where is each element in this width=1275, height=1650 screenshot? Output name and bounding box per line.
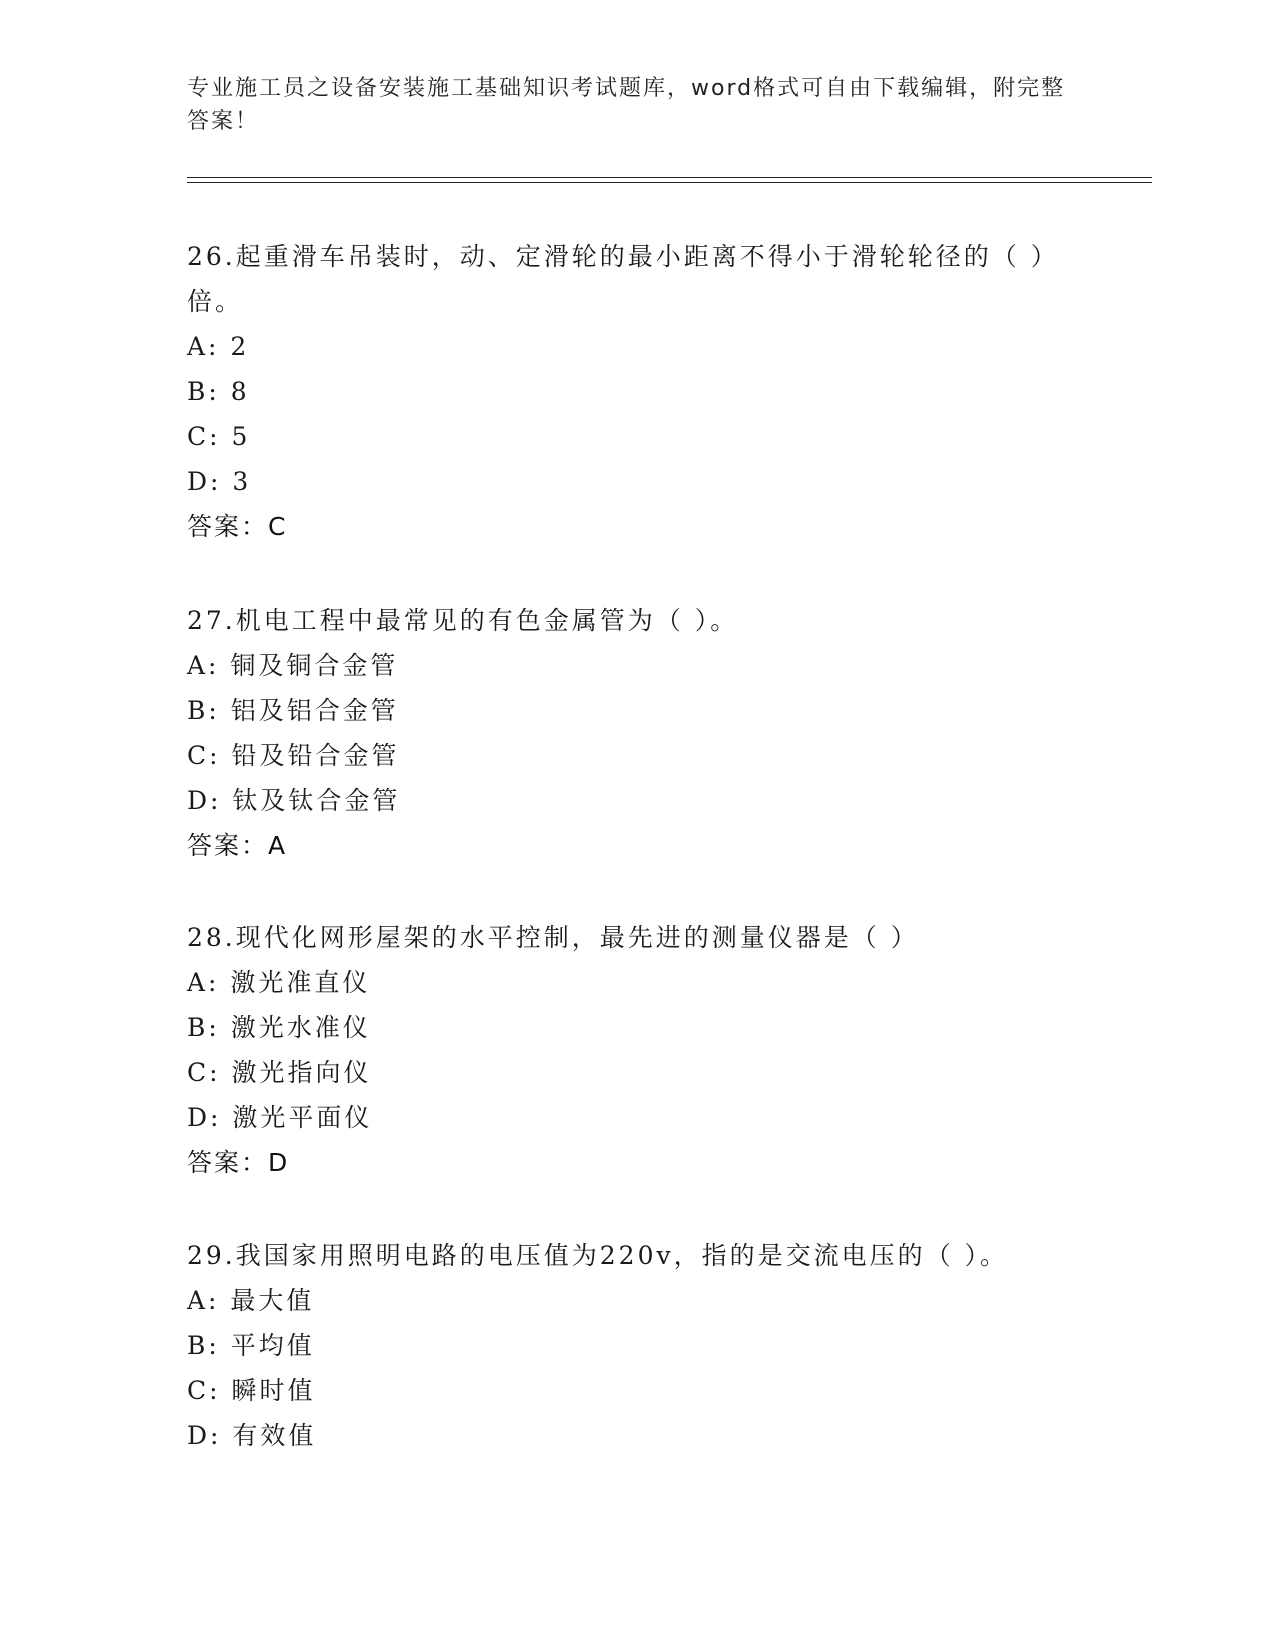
option-d: D: 有效值: [187, 1421, 317, 1450]
option-b: B: 激光水准仪: [187, 1013, 371, 1042]
option-b: B: 8: [187, 377, 250, 406]
answer-label: 答案：D: [187, 1148, 290, 1177]
option-d: D: 3: [187, 467, 252, 496]
option-a: A: 铜及铜合金管: [187, 651, 399, 680]
question-27: [187, 598, 1067, 868]
question-stem: 28.现代化网形屋架的水平控制，最先进的测量仪器是（ ）: [187, 923, 919, 952]
option-c: C: 5: [187, 422, 251, 451]
header-divider-top: [187, 177, 1152, 178]
question-29: [187, 1233, 1067, 1458]
question-stem: 29.我国家用照明电路的电压值为220v，指的是交流电压的（ ）。: [187, 1241, 1009, 1270]
answer-label: 答案：C: [187, 512, 288, 541]
question-stem: 27.机电工程中最常见的有色金属管为（ ）。: [187, 606, 739, 635]
answer-label: 答案：A: [187, 831, 288, 860]
option-a: A: 激光准直仪: [187, 968, 371, 997]
option-a: A: 最大值: [187, 1286, 315, 1315]
option-a: A: 2: [187, 332, 250, 361]
question-26: [187, 234, 1067, 549]
question-stem: 26.起重滑车吊装时，动、定滑轮的最小距离不得小于滑轮轮径的（ ）倍。: [187, 242, 1059, 316]
option-c: C: 瞬时值: [187, 1376, 316, 1405]
option-b: B: 铝及铝合金管: [187, 696, 399, 725]
option-d: D: 激光平面仪: [187, 1103, 373, 1132]
option-d: D: 钛及钛合金管: [187, 786, 401, 815]
option-c: C: 激光指向仪: [187, 1058, 372, 1087]
question-28: [187, 915, 1067, 1185]
option-b: B: 平均值: [187, 1331, 315, 1360]
option-c: C: 铅及铅合金管: [187, 741, 400, 770]
document-header: 专业施工员之设备安装施工基础知识考试题库，word格式可自由下载编辑，附完整答案！: [187, 76, 1066, 134]
header-divider-bottom: [187, 182, 1152, 183]
